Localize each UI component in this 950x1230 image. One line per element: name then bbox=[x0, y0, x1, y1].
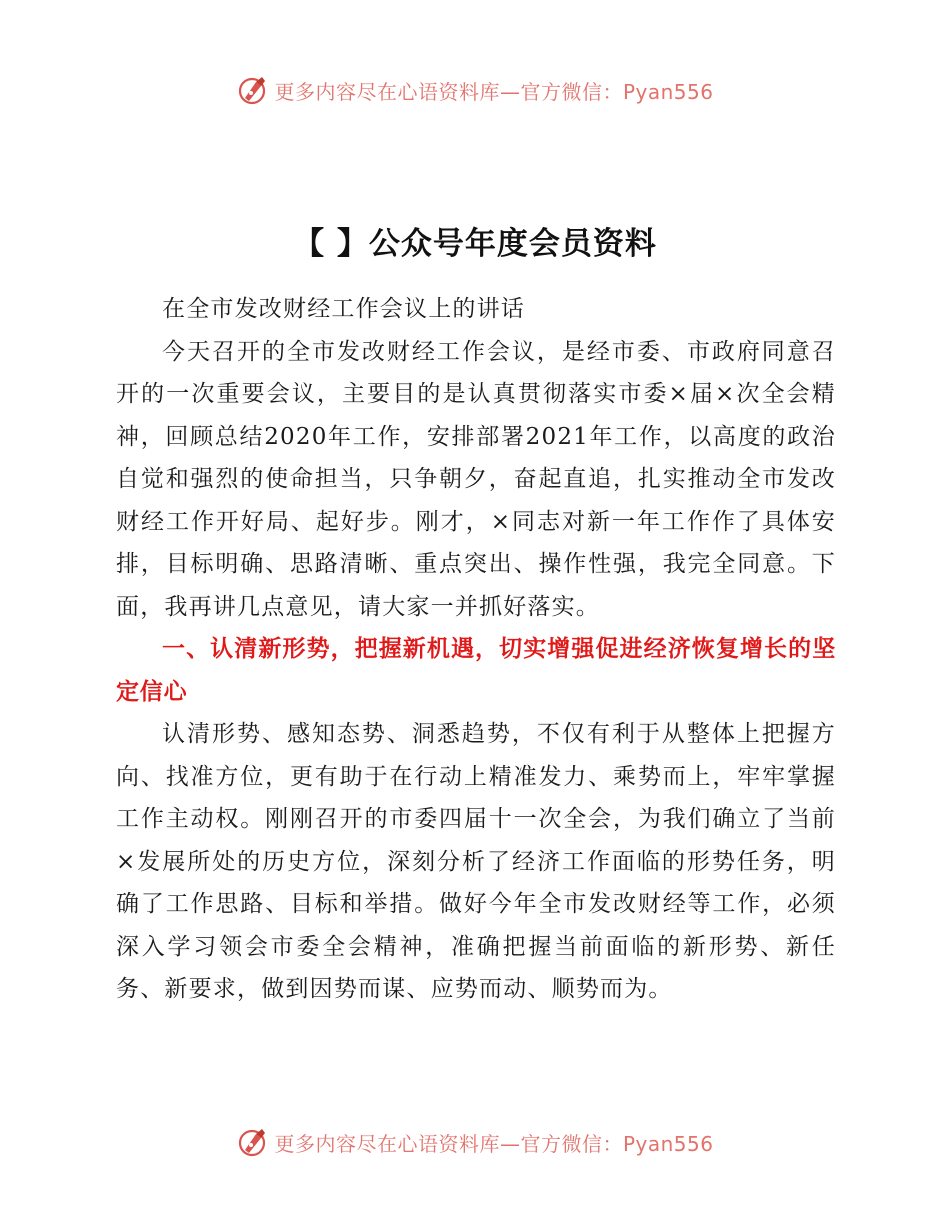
speech-title: 在全市发改财经工作会议上的讲话 bbox=[162, 296, 525, 322]
footer-watermark-text: 更多内容尽在心语资料库—官方微信：Pyan556 bbox=[274, 1131, 714, 1156]
header-watermark-text: 更多内容尽在心语资料库—官方微信：Pyan556 bbox=[274, 79, 714, 104]
pen-nib-seal-icon bbox=[236, 74, 268, 106]
section-1-paragraph: 认清形势、感知态势、洞悉趋势，不仅有利于从整体上把握方向、找准方位，更有助于在行动上精准发力、乘势而上，牢牢掌握工作主动权。刚刚召开的市委四届十一次全会，为我们确立了当前×发展所处的历史方位，深刻分析了经济工作面临的形势任务，明确了工作思路、目标和举措。做好今年全市发改财经等工作，必须深入学习领会市委全会精神，准确把握当前面临的新形势、新任务、新要求，做到因势而谋、应势而动、顺势而为。 bbox=[116, 721, 836, 1002]
footer-watermark bbox=[0, 1122, 950, 1162]
header-watermark bbox=[0, 70, 950, 110]
section-heading-1: 一、认清新形势，把握新机遇，切实增强促进经济恢复增长的坚定信心 bbox=[116, 636, 836, 705]
pen-nib-seal-icon bbox=[236, 1126, 268, 1158]
document-title: 【 】公众号年度会员资料 bbox=[293, 226, 657, 262]
intro-paragraph: 今天召开的全市发改财经工作会议，是经市委、市政府同意召开的一次重要会议，主要目的是认真贯彻落实市委×届×次全会精神，回顾总结2020年工作，安排部署2021年工作，以高度的政治自觉和强烈的使命担当，只争朝夕，奋起直追，扎实推动全市发改财经工作开好局、起好步。刚才，×同志对新一年工作作了具体安排，目标明确、思路清晰、重点突出、操作性强，我完全同意。下面，我再讲几点意见，请大家一并抓好落实。 bbox=[116, 338, 836, 620]
document-body bbox=[116, 288, 836, 1011]
